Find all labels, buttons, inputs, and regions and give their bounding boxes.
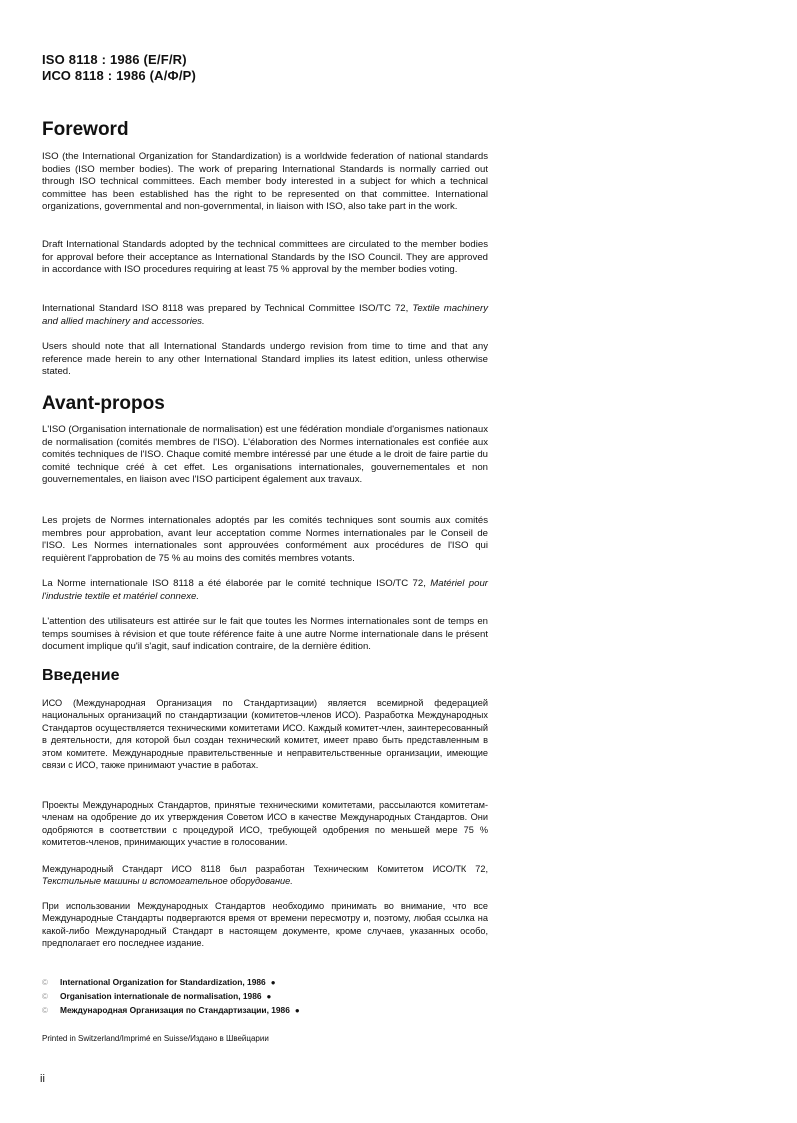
vvedenie-heading: Введение [42,667,120,684]
bullet-icon: ● [294,1005,300,1015]
vvedenie-paragraph-2: Проекты Международных Стандартов, принятые техническими комитетами, рассылаются комитетам-членам на одобрение до их утверждения Советом ИСО в качестве Международных Стандартов. Они одобряются в соответствии с процедурой ИСО, требующей одобрения по меньшей мере 75 % комитетов-членов, принимающих участие в голосовании. [42,800,488,848]
avant-propos-p3-text: La Norme internationale ISO 8118 a été élaborée par le comité technique ISO/TC 72, [42,578,431,589]
copyright-text-ru: Международная Организация по Стандартизации, 1986 [60,1005,290,1015]
foreword-heading: Foreword [42,119,129,140]
printed-in-note: Printed in Switzerland/Imprimé en Suisse/Издано в Швейцарии [42,1034,269,1043]
avant-propos-heading: Avant-propos [42,393,165,414]
vvedenie-p3-text: Международный Стандарт ИСО 8118 был разработан Техническим Комитетом ИСО/ТК 72, [42,864,488,874]
avant-propos-p3-italic: Matériel pour l'industrie textile et matériel connexe. [42,578,488,602]
vvedenie-paragraph-4: При использовании Международных Стандартов необходимо принимать во внимание, что все Международные Стандарты подвергаются время от времени пересмотру и, поэтому, любая ссылка на какой-либо Международный Стандарт в настоящем документе, кроме случаев, указанных особо, предполагает его последнее издание. [42,901,488,949]
avant-propos-paragraph-1: L'ISO (Organisation internationale de normalisation) est une fédération mondiale d'organismes nationaux de normalisation (comités membres de l'ISO). L'élaboration des Normes internationales est confiée aux comités techniques de l'ISO. Chaque comité membre intéressé par une étude a le droit de faire partie du comité technique créé à cet effet. Les organisations internationales, gouvernementales et non gouvernementales, en liaison avec l'ISO participent également aux travaux. [42,424,488,486]
foreword-paragraph-3 [42,303,488,328]
avant-propos-paragraph-2: Les projets de Normes internationales adoptés par les comités techniques sont soumis aux comités membres pour approbation, avant leur acceptation comme Normes internationales par le Conseil de l'ISO. Les Normes internationales sont approuvées conformément aux procédures de l'ISO qui requièrent l'approbation de 75 % au moins des comités membres votants. [42,515,488,564]
copyright-icon: © [42,977,48,987]
foreword-paragraph-4: Users should note that all International Standards undergo revision from time to time and that any reference made herein to any other International Standard implies its latest edition, unless otherwise stated. [42,341,488,378]
foreword-p3-text: International Standard ISO 8118 was prepared by Technical Committee ISO/TC 72, [42,303,413,314]
copyright-line [42,989,300,1003]
copyright-icon: © [42,991,48,1001]
copyright-text-fr: Organisation internationale de normalisation, 1986 [60,991,262,1001]
avant-propos-paragraph-4: L'attention des utilisateurs est attirée sur le fait que toutes les Normes internationales sont de temps en temps soumises à révision et que toute référence faite à une autre Norme internationale dans le présent document implique qu'il s'agit, sauf indication contraire, de la dernière édition. [42,616,488,653]
document-header [42,52,196,84]
copyright-block [42,975,300,1017]
copyright-text-en: International Organization for Standardization, 1986 [60,977,266,987]
foreword-paragraph-1: ISO (the International Organization for Standardization) is a worldwide federation of national standards bodies (ISO member bodies). The work of preparing International Standards is normally carried out through ISO technical committees. Each member body interested in a subject for which a technical committee has been established has the right to be represented on that committee. International organizations, governmental and non-governmental, in liaison with ISO, also take part in the work. [42,151,488,213]
copyright-line [42,1003,300,1017]
vvedenie-p3-italic: Текстильные машины и вспомогательное оборудование. [42,876,293,887]
foreword-p3-italic: Textile machinery and allied machinery and accessories. [42,303,489,327]
standard-number-cyrillic: ИСО 8118 : 1986 (А/Ф/Р) [42,68,197,83]
foreword-paragraph-2: Draft International Standards adopted by the technical committees are circulated to the member bodies for approval before their acceptance as International Standards by the ISO Council. They are approved in accordance with ISO procedures requiring at least 75 % approval by the member bodies voting. [42,239,488,276]
avant-propos-paragraph-3 [42,578,488,603]
copyright-icon: © [42,1005,48,1015]
bullet-icon: ● [270,977,276,987]
bullet-icon: ● [266,991,272,1001]
vvedenie-paragraph-3 [42,863,488,888]
standard-number-latin: ISO 8118 : 1986 (E/F/R) [42,52,187,67]
vvedenie-paragraph-1: ИСО (Международная Организация по Стандартизации) является всемирной федерацией национальных организаций по стандартизации (комитетов-членов ИСО). Разработка Международных Стандартов осуществляется техническими комитетами ИСО. Каждый комитет-член, заинтересованный в деятельности, для которой был создан технический комитет, имеет право быть представленным в этом комитете. Международные правительственные и неправительственные организации, имеющие связи с ИСО, также принимают участие в работах. [42,698,488,771]
copyright-line [42,975,300,989]
page-number: ii [40,1073,45,1085]
